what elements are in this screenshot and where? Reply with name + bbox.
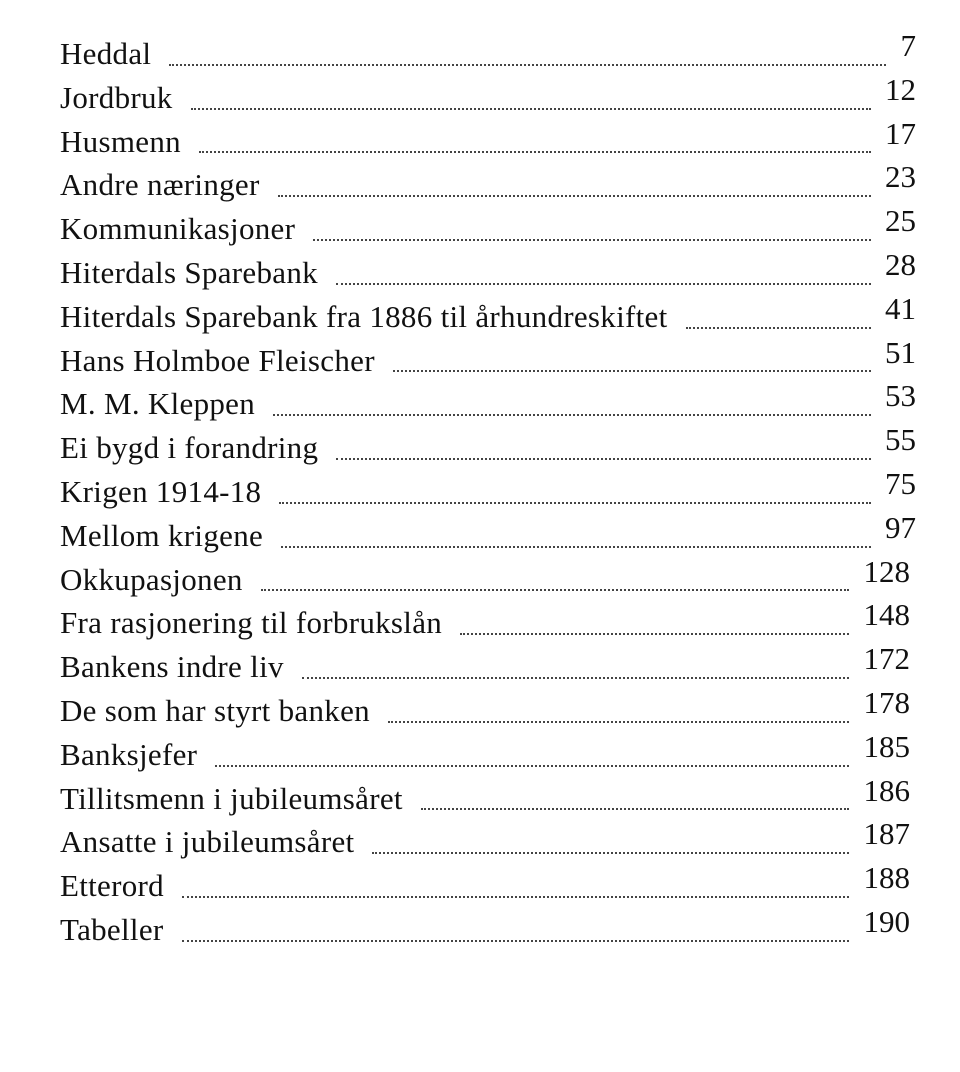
dot-leader: [182, 896, 849, 898]
toc-entry-title: Tillitsmenn i jubileumsåret: [60, 780, 403, 816]
dot-leader: [393, 370, 871, 372]
dot-leader: [372, 852, 849, 854]
toc-entry-page: 41: [885, 290, 916, 326]
toc-entry-page: 97: [885, 509, 916, 545]
toc-entry-title: Hiterdals Sparebank fra 1886 til århundreskiftet: [60, 298, 668, 334]
toc-entry[interactable]: [60, 71, 916, 120]
toc-entry-title: Hiterdals Sparebank: [60, 254, 318, 290]
toc-entry-page: 190: [863, 903, 910, 939]
toc-entry[interactable]: [60, 290, 916, 339]
toc-entry-title: Ansatte i jubileumsåret: [60, 824, 355, 860]
dot-leader: [336, 283, 871, 285]
toc-entry[interactable]: [60, 553, 916, 602]
toc-entry[interactable]: [60, 334, 916, 383]
toc-entry-page: 188: [863, 860, 910, 896]
dot-leader: [199, 151, 871, 153]
dot-leader: [191, 108, 871, 110]
toc-entry-page: 25: [885, 203, 916, 239]
toc-entry-title: De som har styrt banken: [60, 692, 370, 728]
toc-entry-page: 185: [863, 728, 910, 764]
toc-entry-title: Kommunikasjoner: [60, 211, 296, 247]
toc-entry-title: Banksjefer: [60, 736, 198, 772]
toc-entry[interactable]: [60, 641, 916, 689]
toc-entry-page: 55: [885, 422, 916, 458]
dot-leader: [278, 195, 871, 197]
dot-leader: [460, 633, 849, 635]
toc-entry[interactable]: [60, 246, 916, 295]
toc-entry-page: 148: [863, 597, 910, 633]
toc-entry-title: Tabeller: [60, 911, 164, 947]
toc-entry-page: 172: [863, 641, 910, 677]
dot-leader: [182, 940, 849, 942]
toc-entry-title: M. M. Kleppen: [60, 386, 256, 422]
toc-entry-page: 53: [885, 378, 916, 414]
toc-entry-page: 17: [885, 115, 916, 151]
toc-entry-title: Hans Holmboe Fleischer: [60, 342, 375, 378]
dot-leader: [302, 677, 849, 679]
toc-entry-page: 28: [885, 246, 916, 282]
dot-leader: [215, 765, 849, 767]
toc-entry-title: Heddal: [60, 36, 152, 71]
toc-entry-title: Jordbruk: [60, 79, 173, 115]
toc-entry-page: 187: [863, 816, 910, 852]
toc-entry-title: Husmenn: [60, 123, 181, 159]
toc-entry-page: 178: [863, 684, 910, 720]
toc-entry[interactable]: [60, 115, 916, 164]
dot-leader: [313, 239, 871, 241]
dot-leader: [421, 808, 849, 810]
toc-entry[interactable]: [60, 816, 916, 864]
toc-entry[interactable]: [60, 684, 916, 733]
toc-entry-title: Okkupasjonen: [60, 561, 243, 597]
toc-entry-title: Bankens indre liv: [60, 649, 284, 685]
toc-entry[interactable]: [60, 728, 916, 777]
toc-entry[interactable]: [60, 422, 916, 470]
toc-entry-title: Andre næringer: [60, 167, 260, 203]
toc-entry[interactable]: [60, 860, 916, 908]
dot-leader: [388, 721, 849, 723]
toc-entry-title: Krigen 1914-18: [60, 473, 262, 509]
dot-leader: [261, 589, 849, 591]
toc-entry-page: 7: [900, 28, 916, 63]
toc-entry-title: Mellom krigene: [60, 517, 264, 553]
dot-leader: [281, 546, 871, 548]
dot-leader: [273, 414, 871, 416]
toc-entry[interactable]: [60, 203, 916, 251]
toc-entry-title: Etterord: [60, 868, 164, 904]
toc-entry-page: 186: [863, 772, 910, 808]
toc-entry[interactable]: [60, 772, 916, 821]
toc-entry[interactable]: [60, 378, 916, 426]
toc-entry[interactable]: [60, 159, 916, 207]
toc-entry-page: 75: [885, 465, 916, 501]
dot-leader: [336, 458, 871, 460]
toc-entry-title: Ei bygd i forandring: [60, 430, 319, 466]
table-of-contents: [60, 28, 916, 952]
dot-leader: [279, 502, 871, 504]
toc-entry-page: 128: [863, 553, 910, 589]
toc-entry[interactable]: [60, 597, 916, 645]
toc-entry[interactable]: [60, 465, 916, 514]
toc-entry[interactable]: [60, 509, 916, 558]
toc-entry-page: 51: [885, 334, 916, 370]
toc-entry-page: 12: [885, 71, 916, 107]
toc-entry-page: 23: [885, 159, 916, 195]
dot-leader: [686, 327, 871, 329]
dot-leader: [169, 64, 886, 66]
toc-entry-title: Fra rasjonering til forbrukslån: [60, 605, 443, 641]
toc-entry[interactable]: [60, 28, 916, 76]
toc-entry[interactable]: [60, 903, 916, 952]
